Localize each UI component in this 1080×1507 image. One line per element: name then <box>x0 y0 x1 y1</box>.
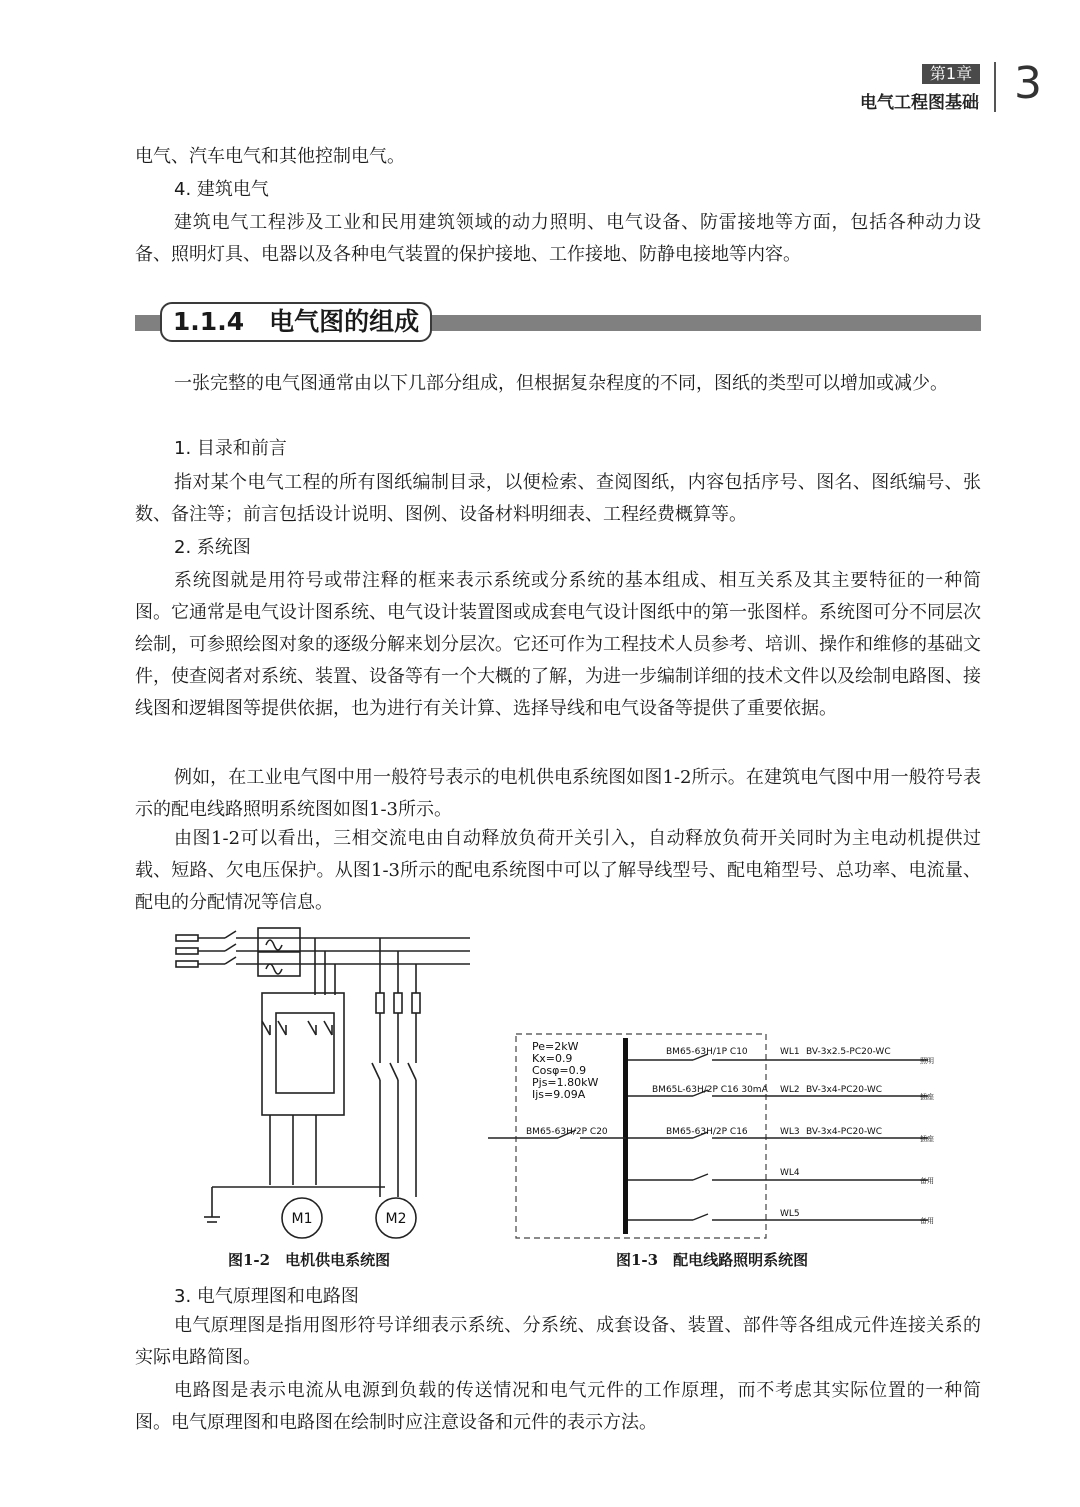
param-cos: Cosφ=0.9 <box>532 1064 587 1077</box>
circuit-load: 插座 <box>920 1135 934 1143</box>
figure-1-2-caption: 图1-2 电机供电系统图 <box>228 1251 391 1269</box>
motor-m1-label: M1 <box>291 1211 313 1227</box>
paragraph: 电路图是表示电流从电源到负载的传送情况和电气元件的工作原理，而不考虑其实际位置的一种简图。电气原理图和电路图在绘制时应注意设备和元件的表示方法。 <box>135 1380 981 1433</box>
circuit-id: WL3 <box>780 1127 800 1137</box>
circuit-load: 备用 <box>920 1217 934 1225</box>
param-kx: Kx=0.9 <box>532 1052 573 1065</box>
paragraph: 建筑电气工程涉及工业和民用建筑领域的动力照明、电气设备、防雷接地等方面，包括各种动力设备、照明灯具、电器以及各种电气装置的保护接地、工作接地、防静电接地等内容。 <box>135 212 981 265</box>
section-title: 1.1.4 电气图的组成 <box>172 307 420 336</box>
main-breaker-label: BM65-63H/2P C20 <box>526 1127 608 1137</box>
param-ijs: Ijs=9.09A <box>532 1088 586 1101</box>
paragraph: 一张完整的电气图通常由以下几部分组成，但根据复杂程度的不同，图纸的类型可以增加或减少。 <box>174 373 948 394</box>
paragraph: 指对某个电气工程的所有图纸编制目录，以便检索、查阅图纸，内容包括序号、图名、图纸编号、张数、备注等；前言包括设计说明、图例、设备材料明细表、工程经费概算等。 <box>135 472 981 525</box>
chapter-label: 第1章 <box>922 64 980 84</box>
circuit-cable: BV-3x4-PC20-WC <box>806 1085 883 1095</box>
circuit-breaker-label: BM65-63H/2P C16 <box>666 1127 748 1137</box>
param-pjs: Pjs=1.80kW <box>532 1076 599 1089</box>
circuit-id: WL2 <box>780 1085 800 1095</box>
circuit-load: 照明 <box>920 1057 934 1065</box>
subheading-system-diagram: 2. 系统图 <box>174 537 251 558</box>
circuit-breaker-label: BM65L-63H/2P C16 30mA <box>652 1085 768 1095</box>
circuit-load: 插座 <box>920 1093 934 1101</box>
busbar <box>623 1038 628 1234</box>
circuit-load: 备用 <box>920 1177 934 1185</box>
figure-motor-supply-diagram <box>170 925 480 1243</box>
paragraph: 电气、汽车电气和其他控制电气。 <box>135 146 405 167</box>
chapter-title: 电气工程图基础 <box>860 93 979 113</box>
header-divider <box>994 62 996 112</box>
param-pe: Pe=2kW <box>532 1040 579 1053</box>
subheading-contents: 1. 目录和前言 <box>174 438 287 459</box>
circuit-cable: BV-3x2.5-PC20-WC <box>806 1047 891 1057</box>
page-number: 3 <box>1014 58 1042 109</box>
motor-m2-label: M2 <box>385 1211 407 1227</box>
subheading-schematic: 3. 电气原理图和电路图 <box>174 1286 359 1307</box>
subheading-building-electric: 4. 建筑电气 <box>174 179 269 200</box>
parameter-block <box>532 1040 598 1101</box>
paragraph: 由图1-2可以看出，三相交流电由自动释放负荷开关引入，自动释放负荷开关同时为主电动机提供过载、短路、欠电压保护。从图1-3所示的配电系统图中可以了解导线型号、配电箱型号、总功率、电流量、配电的分配情况等信息。 <box>135 828 981 913</box>
circuit-id: WL4 <box>780 1168 800 1178</box>
circuit-id: WL1 <box>780 1047 800 1057</box>
paragraph: 系统图就是用符号或带注释的框来表示系统或分系统的基本组成、相互关系及其主要特征的一种简图。它通常是电气设计图系统、电气设计装置图或成套电气设计图纸中的第一张图样。系统图可分不同层次绘制，可参照绘图对象的逐级分解来划分层次。它还可作为工程技术人员参考、培训、操作和维修的基础文件，使查阅者对系统、装置、设备等有一个大概的了解，为进一步编制详细的技术文件以及绘制电路图、接线图和逻辑图等提供依据，也为进行有关计算、选择导线和电气设备等提供了重要依据。 <box>135 570 981 719</box>
paragraph: 电气原理图是指用图形符号详细表示系统、分系统、成套设备、装置、部件等各组成元件连接关系的实际电路简图。 <box>135 1315 981 1368</box>
paragraph: 例如，在工业电气图中用一般符号表示的电机供电系统图如图1-2所示。在建筑电气图中用一般符号表示的配电线路照明系统图如图1-3所示。 <box>135 767 981 820</box>
circuit-breaker-label: BM65-63H/1P C10 <box>666 1047 748 1057</box>
figure-1-3-caption: 图1-3 配电线路照明系统图 <box>616 1251 809 1269</box>
figure-lighting-system-diagram <box>488 1030 940 1242</box>
circuit-cable: BV-3x4-PC20-WC <box>806 1127 883 1137</box>
fuse-icon <box>176 935 198 967</box>
circuit-id: WL5 <box>780 1209 800 1219</box>
